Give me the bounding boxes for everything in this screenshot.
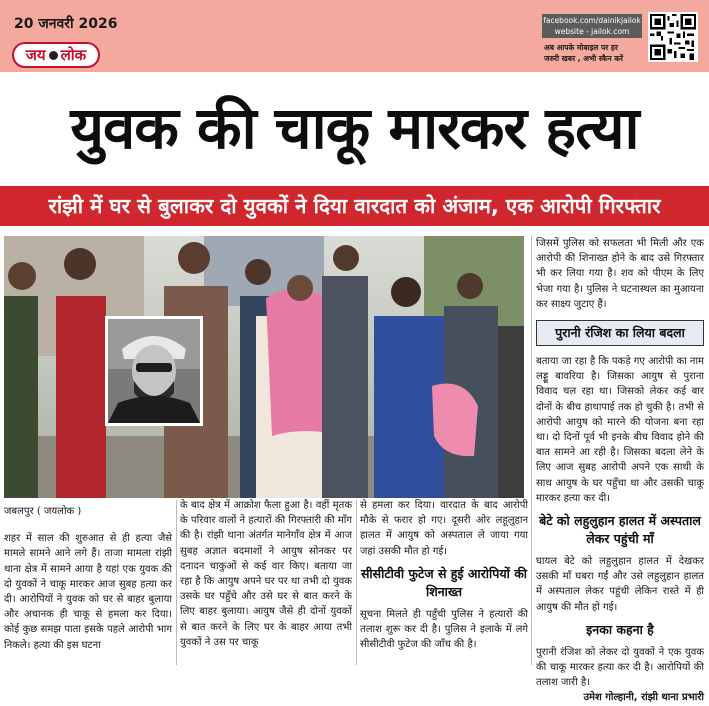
column-2-text: के बाद क्षेत्र में आक्रोश फैला हुआ है। वहीं मृतक के परिवार वालों ने हत्यारों की गिरफ्तारी की माँग की है। रांझी थाना अंतर्गत मानेगाँव क्षेत्र में आज सुबह अज्ञात बदमाशों ने आयुष सोनकर पर दनादन चाकुओं से कई वार किए। बताया जा रहा है कि आयुष अपने घर पर था तभी दो युवक उसके घर पहुँचे और उसे घर से बात करने के लिए बाहर बुलाया। आयुष जैसे ही दोनों युवकों से बात करने के लिए घर के बाहर आया तभी युवकों ने उस पर चाकू <box>180 500 352 648</box>
social-box <box>542 14 642 38</box>
column-4-body-2: घायल बेटे को लहुलुहान हालत में देखकर उसकी माँ घबरा गईं और उसे लहुलुहान हालत में अस्पताल लेकर पहुंची लेकिन रास्ते में ही आयुष की मौत हो गई। <box>536 556 704 613</box>
newspaper-logo[interactable] <box>12 42 100 68</box>
victim-portrait <box>105 316 203 426</box>
section-heading-rivalry: पुरानी रंजिश का लिया बदला <box>536 320 704 346</box>
sub-headline: रांझी में घर से बुलाकर दो युवकों ने दिया वारदात को अंजाम, एक आरोपी गिरफ्तार <box>0 186 709 226</box>
logo-text-right: लोक <box>60 46 87 64</box>
article-column-4 <box>536 236 704 706</box>
website-link[interactable]: website - jailok.com <box>554 27 630 36</box>
column-3-intro: से हमला कर दिया। वारदात के बाद आरोपी मौके से फरार हो गए। दूसरी ओर लहूलुहान हालत में आयुष को अस्पताल ले जाया गया जहां उसकी मौत हो गई। <box>360 500 528 557</box>
column-divider <box>356 500 357 665</box>
logo-text-left: जय <box>25 46 46 64</box>
column-divider <box>531 236 532 665</box>
tagline-line-2: जरुरी खबर , अभी स्कैन करें <box>544 54 624 63</box>
issue-date: 20 जनवरी 2026 <box>14 16 118 32</box>
column-divider <box>176 500 177 665</box>
article-column-1 <box>4 504 172 653</box>
section-heading-cctv: सीसीटीवी फुटेज से हुई आरोपियों की शिनाख्त <box>360 565 528 599</box>
column-4-intro: जिसमें पुलिस को सफलता भी मिली और एक आरोपी की शिनाख्त होने के बाद उसे गिरफ्तार भी कर लिया गया है। शव को पीएम के लिए भेजा गया है। पुलिस ने घटनास्थल का मुआयना कर साक्ष्य जुटाए हैं। <box>536 238 704 310</box>
tagline-line-1: अब आपके मोबाइल पर हर <box>544 43 618 52</box>
column-3-body: सूचना मिलते ही पहुँची पुलिस ने हत्यारों की तलाश शुरू कर दी है। पुलिस ने इलाके में लगे सीसीटीवी फुटेज की जाँच की है। <box>360 608 528 651</box>
main-headline: युवक की चाकू मारकर हत्या <box>70 94 639 162</box>
scan-tagline <box>544 42 640 64</box>
article-column-2 <box>180 498 352 650</box>
column-1-text: शहर में साल की शुरुआत से ही हत्या जैसे मामले सामने आने लगे हैं। ताजा मामला रांझी थाना क्षेत्र में सामने आया है यहां एक युवक की दो युवकों ने चाकू मारकर आज सुबह हत्या कर दी। आरोपियों ने युवक को घर से बाहर बुलाया और अचानक ही चाकू से हमला कर दिया। कोई कुछ समझ पाता इसके पहले आरोपी भाग निकले। हत्या की इस घटना <box>4 533 172 651</box>
column-4-body-1: बताया जा रहा है कि पकड़े गए आरोपी का नाम लड्डू बावरिया है। जिसका आयुष से पुराना विवाद चल रहा था। जिसको लेकर कई बार दोनों के बीच हाथापाई तक हो चुकी है। तभी से आरोपी आयुष को मारने की योजना बना रहा था। दो दिनों पूर्व भी इनके बीच विवाद होने की बात सामने आ रही है। जिसका बदला लेने के लिए आज सुबह आरोपी अपने एक साथी के साथ आयुष के घर पहुँचा था और उसकी चाकू मारकर हत्या कर दी। <box>536 356 705 504</box>
byline: उमेश गोल्हानी, रांझी थाना प्रभारी <box>583 692 704 704</box>
section-heading-statement: इनका कहना है <box>586 621 654 637</box>
logo-globe-icon <box>49 51 58 60</box>
dateline: जबलपुर ( जयलोक ) <box>4 506 82 517</box>
qr-code-icon[interactable] <box>648 12 698 62</box>
column-4-body-3: पुरानी रंजिश को लेकर दो युवकों ने एक युवक की चाकू मारकर हत्या कर दी है। आरोपियों की तलाश जारी है। <box>536 646 704 689</box>
section-heading-hospital: बेटे को लहुलुहान हालत में अस्पताल लेकर पहुंची माँ <box>539 513 701 547</box>
news-photo <box>4 236 524 498</box>
facebook-link[interactable]: facebook.com/dainikjailok <box>543 16 641 25</box>
article-column-3 <box>360 498 528 652</box>
